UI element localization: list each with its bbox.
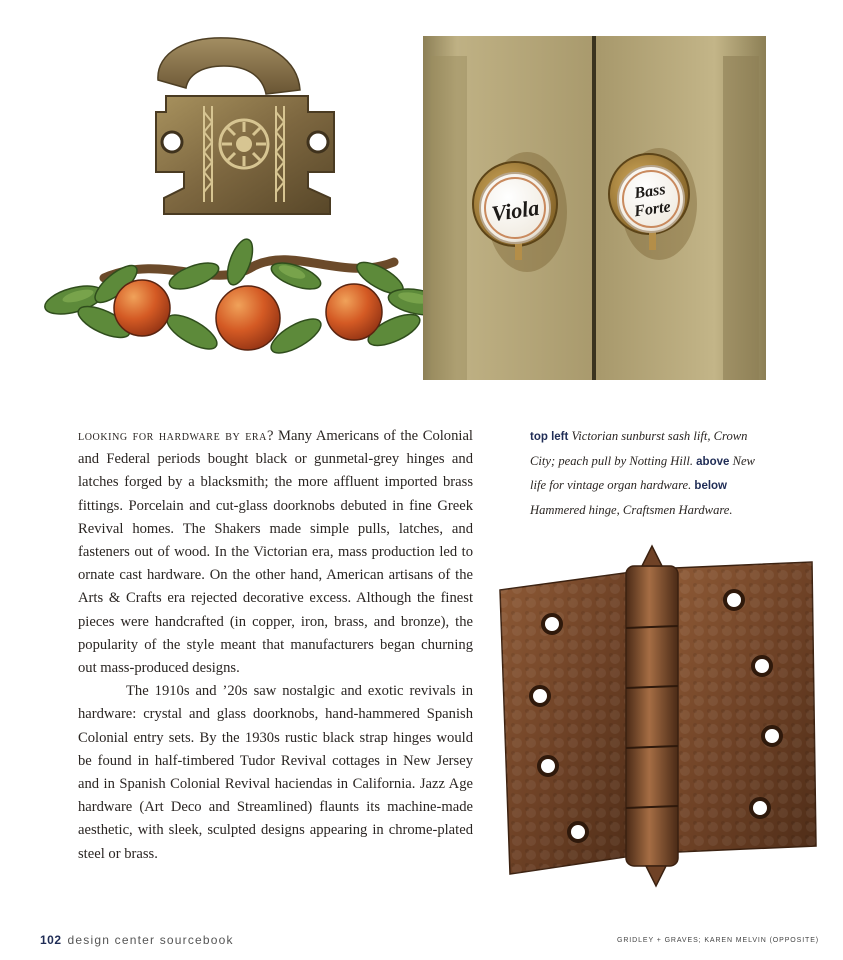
page-number: 102 xyxy=(40,933,62,947)
caption-label-below: below xyxy=(694,480,728,493)
caption-text-top-left: Victorian sunburst sash lift, Crown City; peach pull by Notting Hill. xyxy=(530,429,748,468)
photo-caption xyxy=(530,425,770,522)
article-body xyxy=(78,424,473,866)
knob-right-label-line2: Forte xyxy=(633,198,672,221)
knob-right-label-line1: Bass xyxy=(633,180,667,203)
caption-label-top-left: top left xyxy=(530,431,569,443)
paragraph-1-text: ? Many Americans of the Colonial and Federal periods bought black or gunmetal-grey hinges and latches forged by a blacksmith; the more affluent imported brass fittings. Porcelain and cut-glass doorknobs debuted in fine Greek Revival homes. The Shakers made simple pulls, latches, and fasteners out of wood. In the Victorian era, mass production led to ornate cast hardware. On the other hand, American artisans of the Arts & Crafts era rejected decorative excess. Although the finest pieces were handcrafted (in copper, iron, brass, and bronze), the popularity of the style meant that manufacturers began churning out mass-produced designs. xyxy=(78,428,473,677)
page-folio xyxy=(40,933,234,947)
caption-label-above: above xyxy=(696,455,730,468)
caption-text-below: Hammered hinge, Craftsmen Hardware. xyxy=(530,502,733,517)
paragraph-1 xyxy=(78,424,473,680)
sash-lift-image xyxy=(148,32,344,218)
publication-name: design center sourcebook xyxy=(67,933,234,947)
organ-knobs-photo xyxy=(423,36,766,380)
paragraph-2: The 1910s and ’20s saw nostalgic and exotic revivals in hardware: crystal and glass doorknobs, hand-hammered Spanish Colonial entry sets. By the 1930s rustic black strap hinges would be found in half-timbered Tudor Revival cottages in New Jersey and in Spanish Colonial Revival haciendas in California. Jazz Age hardware (Art Deco and Streamlined) flaunts its machine-made aesthetic, with sleek, sculpted designs appearing in chrome-plated steel or brass. xyxy=(78,683,473,862)
lead-in: looking for hardware by era xyxy=(78,428,267,443)
knob-left-label: Viola xyxy=(489,194,541,227)
hammered-hinge-image xyxy=(496,540,818,890)
cabinet-doors xyxy=(423,36,766,380)
peach-pull-image xyxy=(44,232,446,364)
photo-credit: GRIDLEY + GRAVES; KAREN MELVIN (OPPOSITE) xyxy=(617,937,820,944)
caption-text-above: New life for vintage organ hardware. xyxy=(530,453,755,493)
